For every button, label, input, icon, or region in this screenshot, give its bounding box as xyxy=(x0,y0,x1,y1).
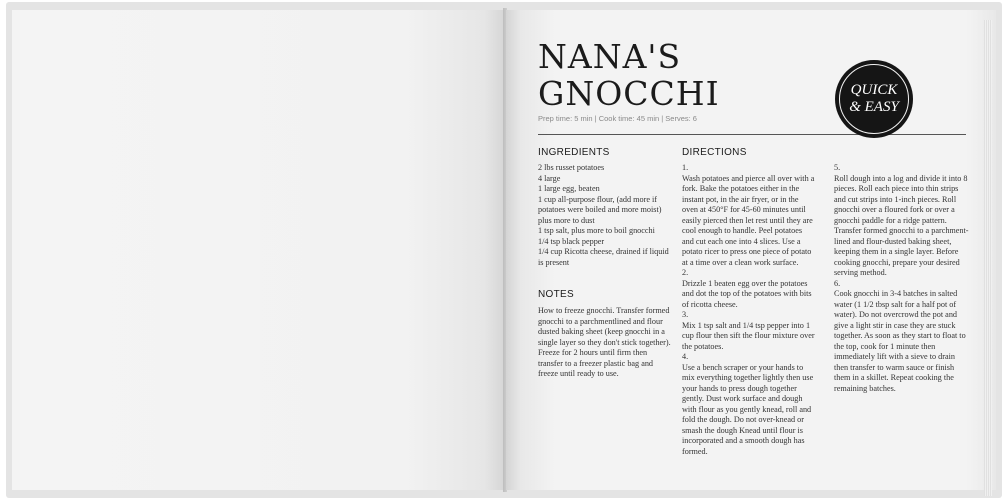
step-number: 5. xyxy=(834,163,841,172)
step-number: 6. xyxy=(834,278,841,288)
step-number: 4. xyxy=(682,352,689,361)
left-page xyxy=(12,10,504,490)
ingredient-item: 4 large xyxy=(538,173,561,183)
step-number: 3. xyxy=(682,310,689,319)
ingredient-item: 1/4 cup Ricotta cheese, drained if liquid is present xyxy=(538,247,669,267)
ingredient-item: 2 lbs russet potatoes xyxy=(538,163,605,172)
step-text: Roll dough into a log and divide it into 8 pieces. Roll each piece into thin strips and cut strips into 1-inch pieces. Roll gnocchi over a floured fork or over a gnocchi paddle for a ridge pattern. Transfer formed gnocchi to a parchment-lined and flour-dusted baking sheet, keeping them in a single layer. Before cooking gnocchi, prepare your desired serving method. xyxy=(834,173,969,277)
step-text: Drizzle 1 beaten egg over the potatoes and dot the top of the potatoes with bits of ricotta cheese. xyxy=(682,278,812,309)
badge-label: QUICK & EASY xyxy=(849,82,899,115)
step-text: Cook gnocchi in 3-4 batches in salted water (1 1/2 tbsp salt for a half pot of water). Do not overcrowd the pot and give a light stir in case they are stuck together. As soon as they start to float to the top, cook for 1 minute then immediately lift with a sieve to drain then transfer to warm sauce or finish them in a skillet. Repeat cooking the remaining batches. xyxy=(834,289,966,393)
notes-heading: NOTES xyxy=(538,289,574,300)
right-page xyxy=(506,10,996,490)
recipe-meta: Prep time: 5 min | Cook time: 45 min | Serves: 6 xyxy=(538,114,697,123)
ingredient-item: 1/4 tsp black pepper xyxy=(538,236,605,246)
directions-column-2 xyxy=(834,163,969,394)
ingredients-heading: INGREDIENTS xyxy=(538,147,610,158)
recipe-title xyxy=(538,38,720,112)
ingredient-item: 1 large egg, beaten xyxy=(538,184,600,193)
ingredient-item: 1 tsp salt, plus more to boil gnocchi xyxy=(538,226,655,235)
step-number: 2. xyxy=(682,268,689,277)
ingredient-item: 1 cup all-purpose flour, (add more if potatoes were boiled and more moist) plus more to dust xyxy=(538,194,662,225)
ingredients-list xyxy=(538,163,674,268)
title-line-2: GNOCCHI xyxy=(538,74,720,113)
step-text: Wash potatoes and pierce all over with a fork. Bake the potatoes either in the instant pot, in the air fryer, or in the oven at 450°F for 45-60 minutes until easily pierced then let rest until they are cool enough to handle. Peel potatoes and cut each one into 4 slices. Use a potato ricer to press one piece of potato at a time over a clean work surface. xyxy=(682,173,815,267)
book-spread xyxy=(6,2,1002,498)
notes-text: How to freeze gnocchi. Transfer formed gnocchi to a parchmentlined and flour dusted baking sheet (keep gnocchi in a single layer so they don't stick together). Freeze for 2 hours until firm then transfer to a freezer plastic bag and freeze until ready to use. xyxy=(538,306,671,378)
quick-easy-badge xyxy=(835,60,913,138)
directions-heading: DIRECTIONS xyxy=(682,147,747,158)
page-edge xyxy=(984,20,992,496)
title-divider xyxy=(538,134,966,135)
step-number: 1. xyxy=(682,163,689,172)
step-text: Mix 1 tsp salt and 1/4 tsp pepper into 1 cup flour then sift the flour mixture over the potatoes. xyxy=(682,320,815,351)
directions-column-1 xyxy=(682,163,815,457)
step-text: Use a bench scraper or your hands to mix everything together lightly then use your hands to press dough together gently. Dust work surface and dough with flour as you gently knead, roll and fold the dough. Do not over-knead or smash the dough Knead until flour is incorporated and a smooth dough has formed. xyxy=(682,362,814,456)
title-line-1: NANA'S xyxy=(538,37,682,76)
